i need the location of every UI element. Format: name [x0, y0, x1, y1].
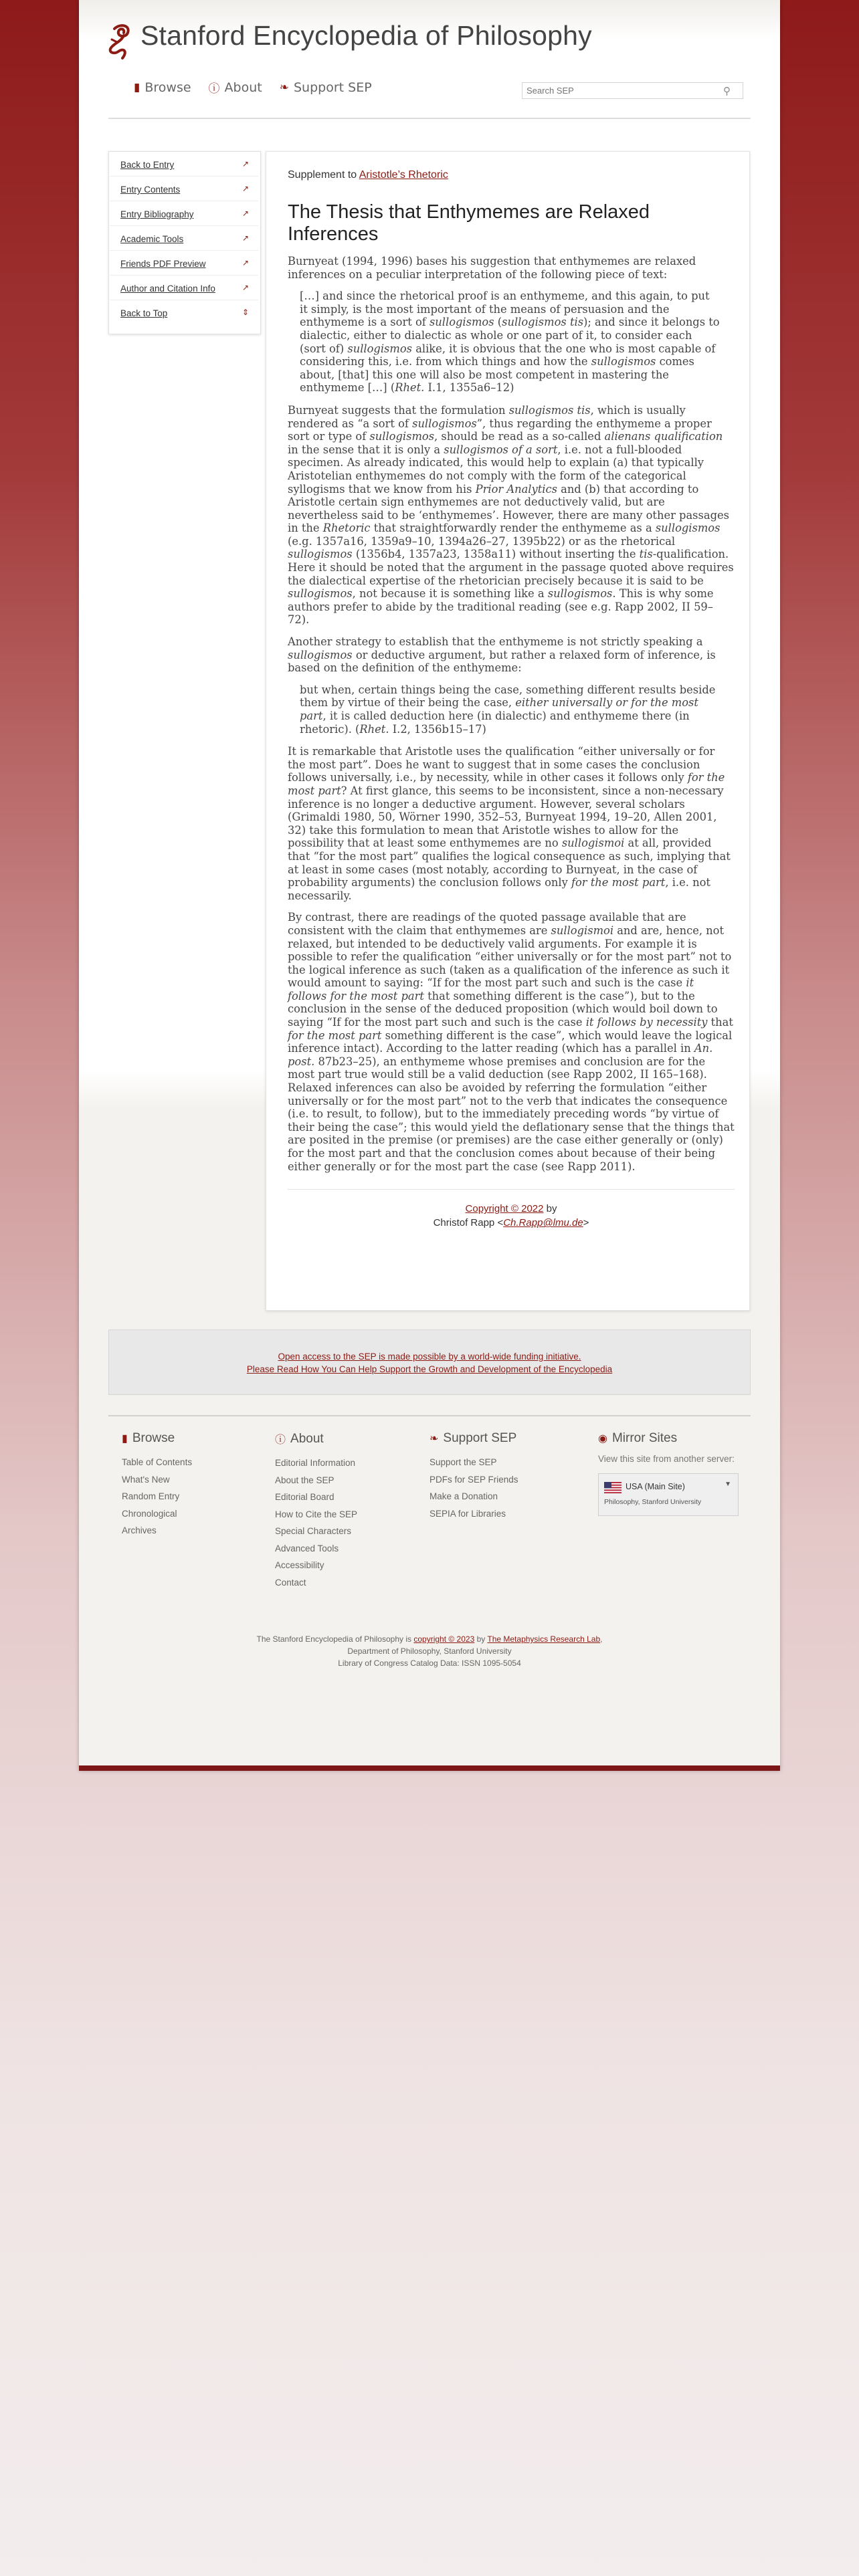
footer-link[interactable]: Accessibility — [275, 1560, 324, 1570]
text: , should be read as a so-called — [434, 430, 605, 443]
footer-link[interactable]: Chronological — [122, 1508, 177, 1519]
footer-link[interactable]: SEPIA for Libraries — [430, 1508, 506, 1519]
text: I.2, 1356b15–17) — [389, 722, 486, 736]
footer-link[interactable]: Archives — [122, 1525, 157, 1535]
text: sullogismos — [412, 417, 477, 430]
text: sullogismos — [288, 587, 353, 601]
external-link-icon: ↗ — [242, 233, 249, 243]
text: Prior Analytics — [475, 482, 557, 496]
sidebar-item-label: Back to Entry — [120, 160, 175, 170]
footer-link[interactable]: Editorial Information — [275, 1458, 356, 1468]
text: sullogismos — [655, 522, 721, 535]
sidebar-item-label: Academic Tools — [120, 234, 184, 244]
footer-link[interactable]: Make a Donation — [430, 1491, 498, 1501]
text: sullogismos — [547, 587, 613, 601]
mirror-note: View this site from another server: — [598, 1454, 735, 1464]
info-icon: ⓘ — [275, 1434, 286, 1446]
supplement-line — [288, 169, 735, 181]
text: > — [583, 1217, 589, 1229]
text: for the most part — [288, 1029, 382, 1042]
text: sullogismos — [591, 355, 656, 368]
mirror-select[interactable] — [598, 1473, 739, 1516]
sidebar-item-label: Back to Top — [120, 308, 168, 318]
article-copyright — [288, 1189, 735, 1230]
support-growth-link[interactable]: Please Read How You Can Help Support the Growth and Development of the Encyclopedia — [246, 1364, 613, 1374]
text: Support SEP — [443, 1431, 517, 1445]
text: that something different is the case”), but to the conclusion in the sense of the deduced proposition (which would boil down to saying “If for the most part such and such is the case — [288, 989, 718, 1029]
leaf-icon: ❧ — [430, 1433, 439, 1444]
text: and are, hence, not relaxed, but intended to be deductively valid arguments. For example it is possible to refer the qualification “either universally or for the most part” not to the logical inference as such (taken as a qualification of the inference as such it would amount to saying: “If for the most part such and such is the case — [288, 924, 732, 990]
text: sullogismos of a sort — [444, 443, 558, 456]
caret-down-icon: ▼ — [725, 1481, 731, 1488]
text: 87b23–25), an enthymeme whose premises and conclusion are for the most part true would still be a valid deduction (see Rapp 2002, II 165–168). Relaxed inferences can also be avoided by referring the formulation “either universally or for the most part” not to the verb that indicates the consequence (i.e. to result, to follow), but to the immediately preceding words “by virtue of their being the case”; this would yield the deflationary sense that the things that are posited in the premise (or premises) are the case either generally or (only) for the most part and that the conclusion comes about because of their being either generally or for the most part the case (see Rapp 2011). — [288, 1055, 735, 1173]
text: Another strategy to establish that the enthymeme is not strictly speaking a — [288, 635, 703, 649]
mirror-selected: USA (Main Site) — [626, 1482, 685, 1491]
text: either universally or for the most part — [300, 696, 698, 722]
text: ( — [494, 316, 502, 329]
text: . This is why some authors prefer to abide by the traditional reading (see e.g. Rapp 2002, II 59–72). — [288, 587, 714, 627]
text: The Stanford Encyclopedia of Philosophy is — [256, 1634, 414, 1644]
text: ? At first glance, this seems to be inconsistent, since a non-necessary inference is no longer a deductive argument. However, several scholars (Grimaldi 1980, 50, Wörner 1990, 352–53, Burnyeat 1994, 19–20, Allen 2001, 32) take this formulation to mean that Aristotle wishes to allow for the possibility that at least some enthymemes are no — [288, 784, 724, 850]
text: About — [290, 1431, 324, 1446]
text: sullogismos — [347, 342, 413, 355]
footer-link[interactable]: Random Entry — [122, 1491, 180, 1501]
text: for the most part — [288, 771, 725, 797]
footer-link[interactable]: PDFs for SEP Friends — [430, 1474, 518, 1485]
supplement-prefix: Supplement to — [288, 169, 359, 181]
text: for the most part — [571, 876, 666, 889]
text: that — [707, 1016, 733, 1029]
paragraph-2 — [288, 404, 735, 627]
site-header — [79, 0, 780, 117]
text: sullogismos tis — [508, 403, 591, 417]
text: , not because it is something like a — [352, 587, 548, 601]
text: Department of Philosophy, Stanford University — [347, 1646, 512, 1656]
sidebar-item-author-citation-info[interactable] — [110, 276, 258, 300]
text: sullogismos — [429, 316, 494, 329]
text: ); and since it belongs to dialectic, either to dialectic as whole or one part of it, to consider each (sort of) — [300, 316, 720, 355]
sidebar-item-entry-contents[interactable] — [110, 177, 258, 201]
search-icon[interactable]: ⚲ — [723, 85, 731, 97]
mirror-selected-sub: Philosophy, Stanford University — [604, 1498, 702, 1506]
text: sullogismos — [369, 430, 435, 443]
sidebar-item-label: Friends PDF Preview — [120, 259, 206, 269]
text: and (b) that according to Aristotle certain sign enthymemes are not deductively valid, but are nevertheless said to be ‘enthymemes’. However, there are many other passages in the — [288, 482, 729, 535]
up-down-icon: ⇕ — [242, 308, 249, 317]
sidebar-item-label: Entry Contents — [120, 185, 181, 195]
entry-sidebar — [108, 151, 261, 334]
globe-icon: ◉ — [598, 1433, 607, 1444]
metaphysics-lab-link[interactable]: The Metaphysics Research Lab — [487, 1634, 601, 1644]
nav-support[interactable] — [280, 79, 372, 96]
main-nav — [134, 79, 372, 96]
funding-initiative-link[interactable]: Open access to the SEP is made possible by a world-wide funding initiative. — [278, 1352, 581, 1362]
supplement-parent-link[interactable]: Aristotle’s Rhetoric — [359, 169, 448, 181]
author-name: Christof Rapp — [433, 1217, 495, 1229]
external-link-icon: ↗ — [242, 209, 249, 218]
text: comes about, [that] this one will also be most competent in mastering the enthymeme […] ( — [300, 355, 694, 395]
site-title[interactable]: Stanford Encyclopedia of Philosophy — [140, 20, 592, 51]
external-link-icon: ↗ — [242, 184, 249, 193]
text: or deductive argument, but rather a relaxed form of inference, is based on the definition of the enthymeme: — [288, 648, 716, 675]
text: Rhet. — [359, 722, 389, 736]
footer-link[interactable]: Editorial Board — [275, 1492, 335, 1502]
text: […] and since the rhetorical proof is an enthymeme, and this again, to put it simply, is the most important of the means of persuasion and the enthymeme is a sort of — [300, 290, 710, 329]
nav-browse[interactable] — [134, 79, 191, 96]
sidebar-item-entry-bibliography[interactable] — [110, 201, 258, 226]
paragraph-4 — [288, 745, 735, 902]
text: it follows by necessity — [585, 1016, 708, 1029]
us-flag-icon — [604, 1482, 622, 1493]
footer-link[interactable]: Support the SEP — [430, 1457, 497, 1467]
paragraph-3 — [288, 635, 735, 675]
sidebar-item-back-to-entry[interactable] — [110, 152, 258, 177]
text: Browse — [132, 1431, 175, 1445]
text: , which is usually rendered as “a sort of — [288, 403, 686, 430]
paragraph-5 — [288, 911, 735, 1173]
sidebar-item-back-to-top[interactable] — [110, 300, 258, 324]
footer-link[interactable]: What's New — [122, 1474, 170, 1485]
author-email-link[interactable]: Ch.Rapp@lmu.de — [503, 1217, 583, 1229]
footer-link[interactable]: Special Characters — [275, 1526, 352, 1536]
text: by — [474, 1634, 488, 1644]
text: sullogismoi — [561, 837, 625, 850]
article-panel — [266, 151, 750, 1311]
text: By contrast, there are readings of the quoted passage available that are consistent with the claim that enthymemes are — [288, 911, 686, 937]
site-copyright-link[interactable]: copyright © 2023 — [413, 1634, 475, 1644]
nav-about[interactable] — [209, 79, 262, 96]
text: that straightforwardly render the enthymeme as a — [370, 522, 656, 535]
book-icon: ▮ — [134, 80, 140, 94]
text: it follows for the most part — [288, 976, 694, 1002]
text: An. post. — [288, 1042, 713, 1068]
footer-link[interactable]: Advanced Tools — [275, 1543, 339, 1553]
paragraph-1: Burnyeat (1994, 1996) bases his suggestion that enthymemes are relaxed inferences on a peculiar interpretation of the following piece of text: — [288, 255, 696, 281]
footer-link[interactable]: Contact — [275, 1577, 306, 1588]
text: at all, provided that “for the most part” qualifies the logical consequence as such, implying that at least in some cases (most notably, according to Burnyeat, in the case of probability arguments) the conclusion follows only — [288, 837, 731, 889]
text: Burnyeat suggests that the formulation — [288, 403, 509, 417]
text: sullogismos — [288, 648, 353, 661]
text: Rhet. — [395, 381, 425, 395]
book-icon: ▮ — [122, 1433, 128, 1444]
text: ”, thus regarding the enthymeme a proper sort or type of — [288, 417, 712, 443]
text: It is remarkable that Aristotle uses the qualification “either universally or for the most part”. Does he want to suggest that in some cases the conclusion follows universally, i.e., by necessity, while in other cases it follows only — [288, 745, 715, 784]
sidebar-item-friends-pdf-preview[interactable] — [110, 251, 258, 276]
text: (1356b4, 1357a23, 1358a11) without inserting the — [352, 548, 640, 561]
copyright-link[interactable]: Copyright © 2022 — [465, 1203, 544, 1215]
info-icon: ⓘ — [208, 82, 220, 96]
article-body — [288, 169, 735, 1230]
external-link-icon: ↗ — [242, 159, 249, 169]
text: something different is the case”, which would leave the logical inference intact). According to the latter reading (which has a parallel in — [288, 1029, 733, 1055]
text: alienans qualification — [604, 430, 723, 443]
article-title: The Thesis that Enthymemes are Relaxed Inferences — [288, 201, 650, 245]
sidebar-item-academic-tools[interactable] — [110, 226, 258, 251]
text: I.1, 1355a6–12) — [424, 381, 514, 395]
nav-support-label: Support SEP — [293, 80, 372, 95]
text: sullogismoi — [551, 924, 614, 937]
external-link-icon: ↗ — [242, 258, 249, 267]
text: alike, it is obvious that the one who is most capable of considering this, i.e. from which things and how the — [300, 342, 716, 368]
sidebar-item-label: Entry Bibliography — [120, 209, 194, 219]
text: sullogismos — [288, 548, 353, 561]
text: , — [600, 1634, 603, 1644]
blockquote-2 — [300, 683, 720, 736]
text: tis — [639, 548, 653, 561]
sep-logo-icon[interactable] — [105, 22, 136, 62]
footer-link[interactable]: How to Cite the SEP — [275, 1509, 358, 1519]
external-link-icon: ↗ — [242, 283, 249, 292]
text: in the sense that it is only a — [288, 443, 444, 456]
text: Library of Congress Catalog Data: ISSN 1095-5054 — [338, 1658, 521, 1668]
text: , i.e. not a full-blooded specimen. As already indicated, this would help to explain (a) that typically Aristotelian enthymemes do not comply with the form of the categorical syllogisms that we know from his — [288, 443, 704, 496]
text: Mirror Sites — [611, 1431, 678, 1445]
nav-browse-label: Browse — [145, 80, 191, 95]
nav-about-label: About — [224, 80, 262, 95]
blockquote-1 — [300, 290, 720, 395]
text: sullogismos tis — [502, 316, 584, 329]
footer-link[interactable]: About the SEP — [275, 1475, 335, 1485]
sidebar-item-label: Author and Citation Info — [120, 284, 215, 294]
text: -qualification. Here it should be noted that the argument in the passage quoted above requires the dialectical expertise of the rhetorician precisely because it is said to be — [288, 548, 734, 587]
text: < — [494, 1217, 504, 1229]
text: , it is called deduction here (in dialectic) and enthymeme there (in rhetoric). ( — [300, 710, 690, 736]
text: but when, certain things being the case, something different results beside them by virtue of their being the case, — [300, 683, 716, 710]
text: (e.g. 1357a16, 1359a9–10, 1394a26–27, 1395b22) or as the rhetorical — [288, 534, 676, 548]
text: , i.e. not necessarily. — [288, 876, 710, 902]
footer-link[interactable]: Table of Contents — [122, 1457, 193, 1467]
header-divider — [108, 118, 751, 119]
search-input[interactable] — [522, 82, 743, 99]
copyright-by: by — [543, 1203, 557, 1215]
text: Rhetoric — [322, 522, 371, 535]
leaf-icon: ❧ — [279, 80, 289, 94]
